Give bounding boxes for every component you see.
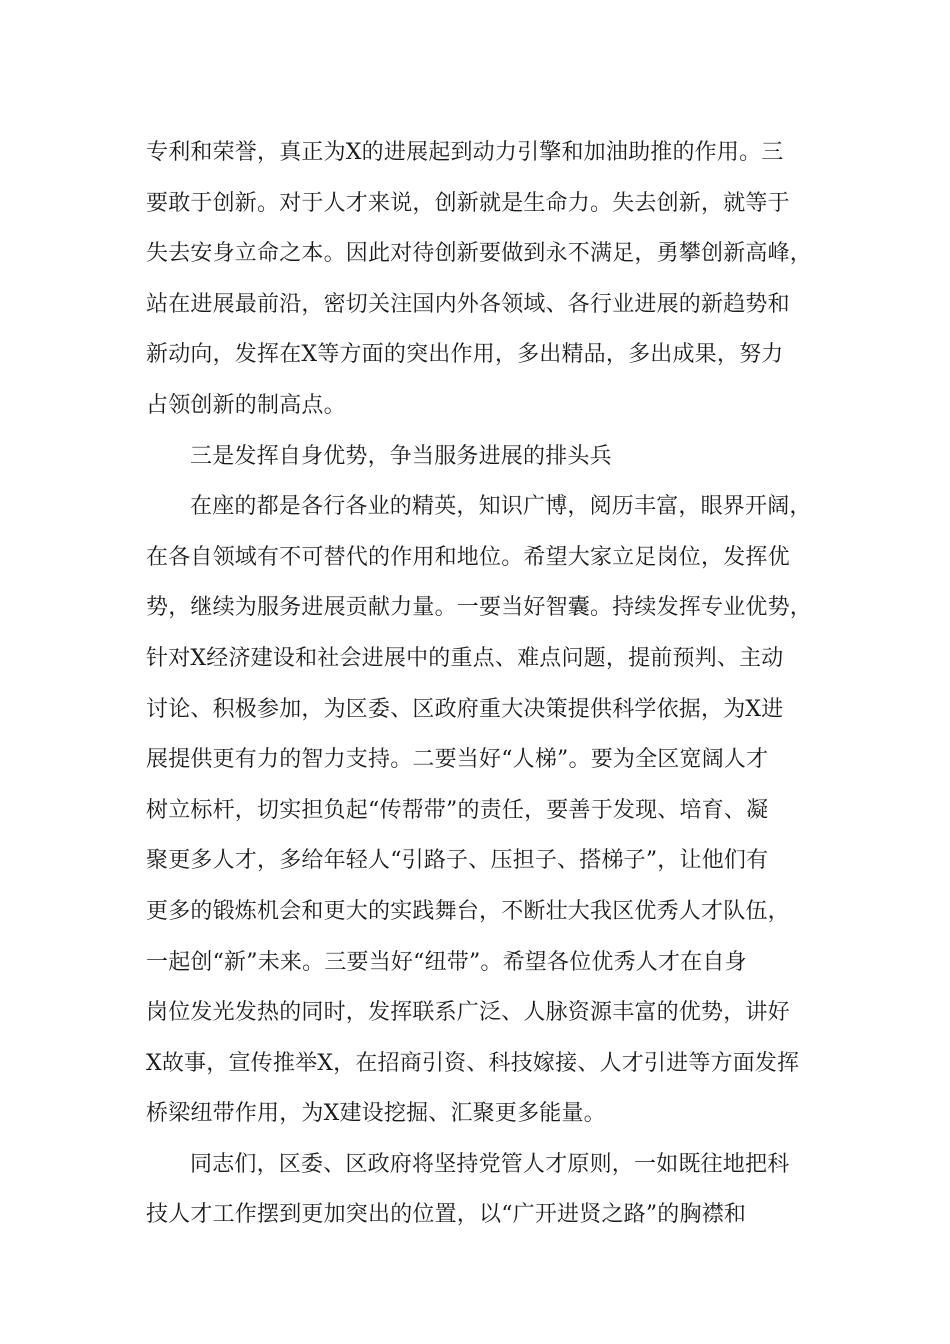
text-line: 一起创“新”未来。三要当好“纽带”。希望各位优秀人才在自身 xyxy=(146,949,747,975)
text-line: 三是发挥自身优势，争当服务进展的排头兵 xyxy=(190,443,612,469)
text-line: 树立标杆，切实担负起“传帮带”的责任，要善于发现、培育、凝 xyxy=(146,797,769,823)
text-line: 在座的都是各行各业的精英，知识广博，阅历丰富，眼界开阔， xyxy=(190,494,812,520)
text-line: 展提供更有力的智力支持。二要当好“人梯”。要为全区宽阔人才 xyxy=(146,747,769,773)
text-line: 针对X经济建设和社会进展中的重点、难点问题，提前预判、主动 xyxy=(146,645,784,671)
text-line: 占领创新的制高点。 xyxy=(146,392,346,418)
text-line: 要敢于创新。对于人才来说，创新就是生命力。失去创新，就等于 xyxy=(146,190,790,216)
text-line: 站在进展最前沿，密切关注国内外各领域、各行业进展的新趋势和 xyxy=(146,291,790,317)
text-line: 专利和荣誉，真正为X的进展起到动力引擎和加油助推的作用。三 xyxy=(146,140,784,165)
text-line: 在各自领域有不可替代的作用和地位。希望大家立足岗位，发挥优 xyxy=(146,544,790,570)
text-line: 势，继续为服务进展贡献力量。一要当好智囊。持续发挥专业优势， xyxy=(146,595,813,621)
text-line: 讨论、积极参加，为区委、区政府重大决策提供科学依据，为X进 xyxy=(146,696,784,722)
text-line: 岗位发光发热的同时，发挥联系广泛、人脉资源丰富的优势，讲好 xyxy=(146,1000,790,1026)
text-line: 桥梁纽带作用，为X建设挖掘、汇聚更多能量。 xyxy=(146,1101,606,1127)
text-line: 更多的锻炼机会和更大的实践舞台，不断壮大我区优秀人才队伍， xyxy=(146,898,790,924)
text-line: 技人才工作摆到更加突出的位置，以“广开进贤之路”的胸襟和 xyxy=(146,1202,747,1228)
text-line: 新动向，发挥在X等方面的突出作用，多出精品，多出成果，努力 xyxy=(146,342,784,368)
text-line: X故事，宣传推举X，在招商引资、科技嫁接、人才引进等方面发挥 xyxy=(146,1050,800,1076)
text-line: 同志们，区委、区政府将坚持党管人才原则，一如既往地把科 xyxy=(190,1151,790,1177)
text-line: 失去安身立命之本。因此对待创新要做到永不满足，勇攀创新高峰， xyxy=(146,241,813,267)
document-body xyxy=(146,128,836,1241)
text-line: 聚更多人才，多给年轻人“引路子、压担子、搭梯子”，让他们有 xyxy=(146,848,769,874)
